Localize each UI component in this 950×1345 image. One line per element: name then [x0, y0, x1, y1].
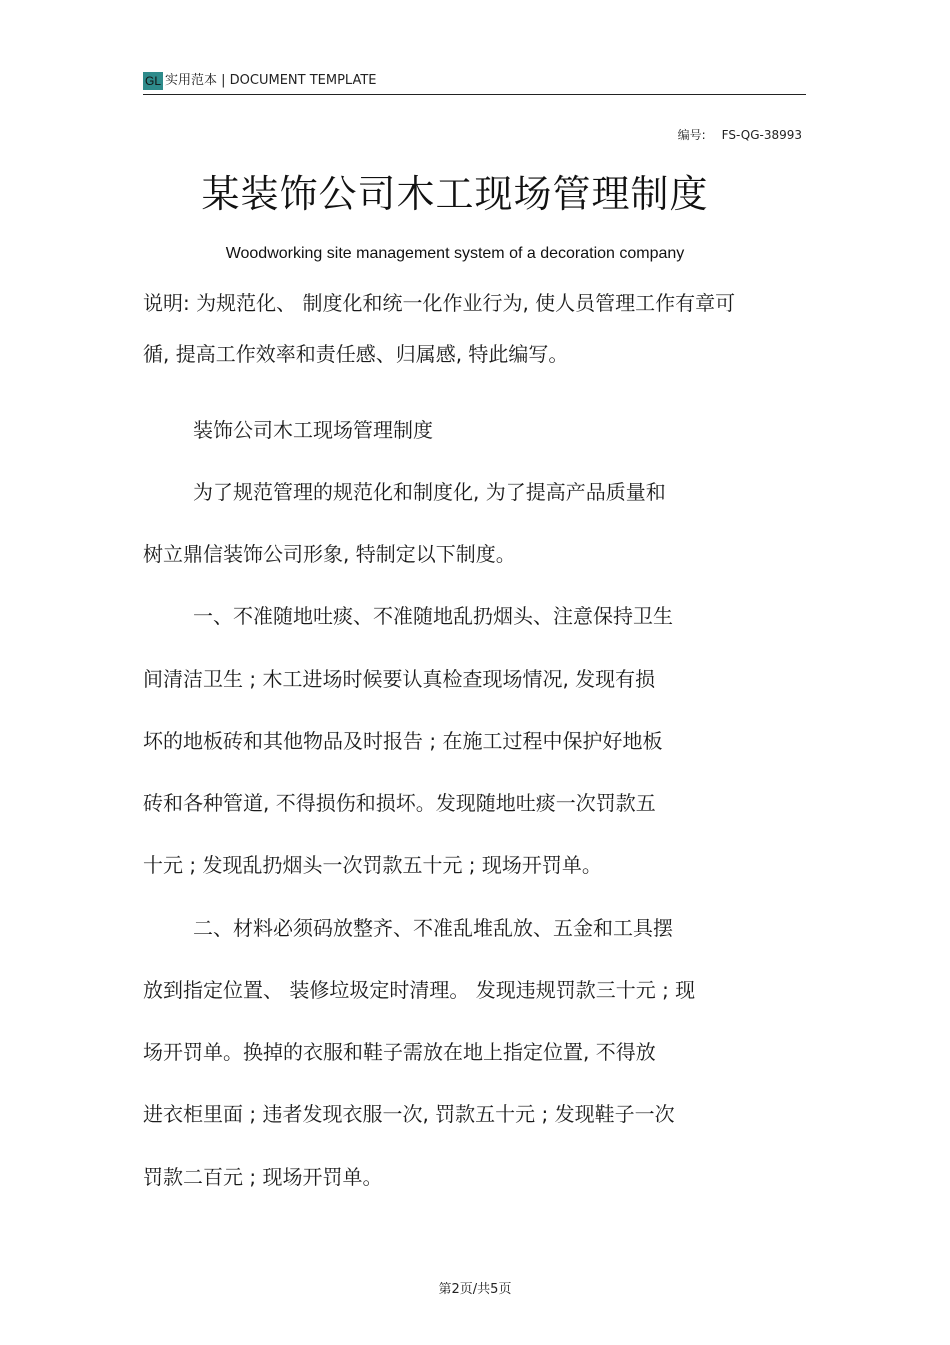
document-title: 某装饰公司木工现场管理制度 [201, 172, 709, 216]
document-number-label: 编号: [677, 128, 706, 142]
body-line: 十元 ; 发现乱扔烟头一次罚款五十元 ; 现场开罚单。 [143, 853, 602, 877]
body-line: 为了规范管理的规范化和制度化, 为了提高产品质量和 [193, 480, 666, 504]
document-number [678, 126, 802, 143]
document-number-value: FS-QG-38993 [721, 128, 802, 142]
section-heading: 装饰公司木工现场管理制度 [193, 418, 433, 442]
body-line: 一、不准随地吐痰、不准随地乱扔烟头、注意保持卫生 [193, 604, 673, 628]
body-line: 罚款二百元 ; 现场开罚单。 [143, 1165, 383, 1189]
logo: GL [145, 74, 162, 88]
page-number: 第2页/共5页 [438, 1282, 512, 1297]
body-line: 二、材料必须码放整齐、不准乱堆乱放、五金和工具摆 [193, 916, 673, 940]
body-line: 场开罚单。换掉的衣服和鞋子需放在地上指定位置, 不得放 [143, 1040, 656, 1064]
document-subtitle: Woodworking site management system of a decoration company [225, 245, 685, 262]
body-line: 放到指定位置、 装修垃圾定时清理。 发现违规罚款三十元 ; 现 [143, 978, 696, 1002]
page-header [143, 70, 806, 95]
body-line: 树立鼎信装饰公司形象, 特制定以下制度。 [143, 542, 516, 566]
body-line: 砖和各种管道, 不得损伤和损坏。发现随地吐痰一次罚款五 [143, 791, 656, 815]
body-line: 坏的地板砖和其他物品及时报告 ; 在施工过程中保护好地板 [143, 729, 663, 753]
body-line: 进衣柜里面 ; 违者发现衣服一次, 罚款五十元 ; 发现鞋子一次 [143, 1102, 675, 1126]
body-line: 循, 提高工作效率和责任感、归属感, 特此编写。 [143, 342, 569, 366]
body-line: 说明: 为规范化、 制度化和统一化作业行为, 使人员管理工作有章可 [143, 291, 736, 315]
body-line: 间清洁卫生 ; 木工进场时候要认真检查现场情况, 发现有损 [143, 667, 656, 691]
header-text: 实用范本 | DOCUMENT TEMPLATE [165, 73, 377, 88]
